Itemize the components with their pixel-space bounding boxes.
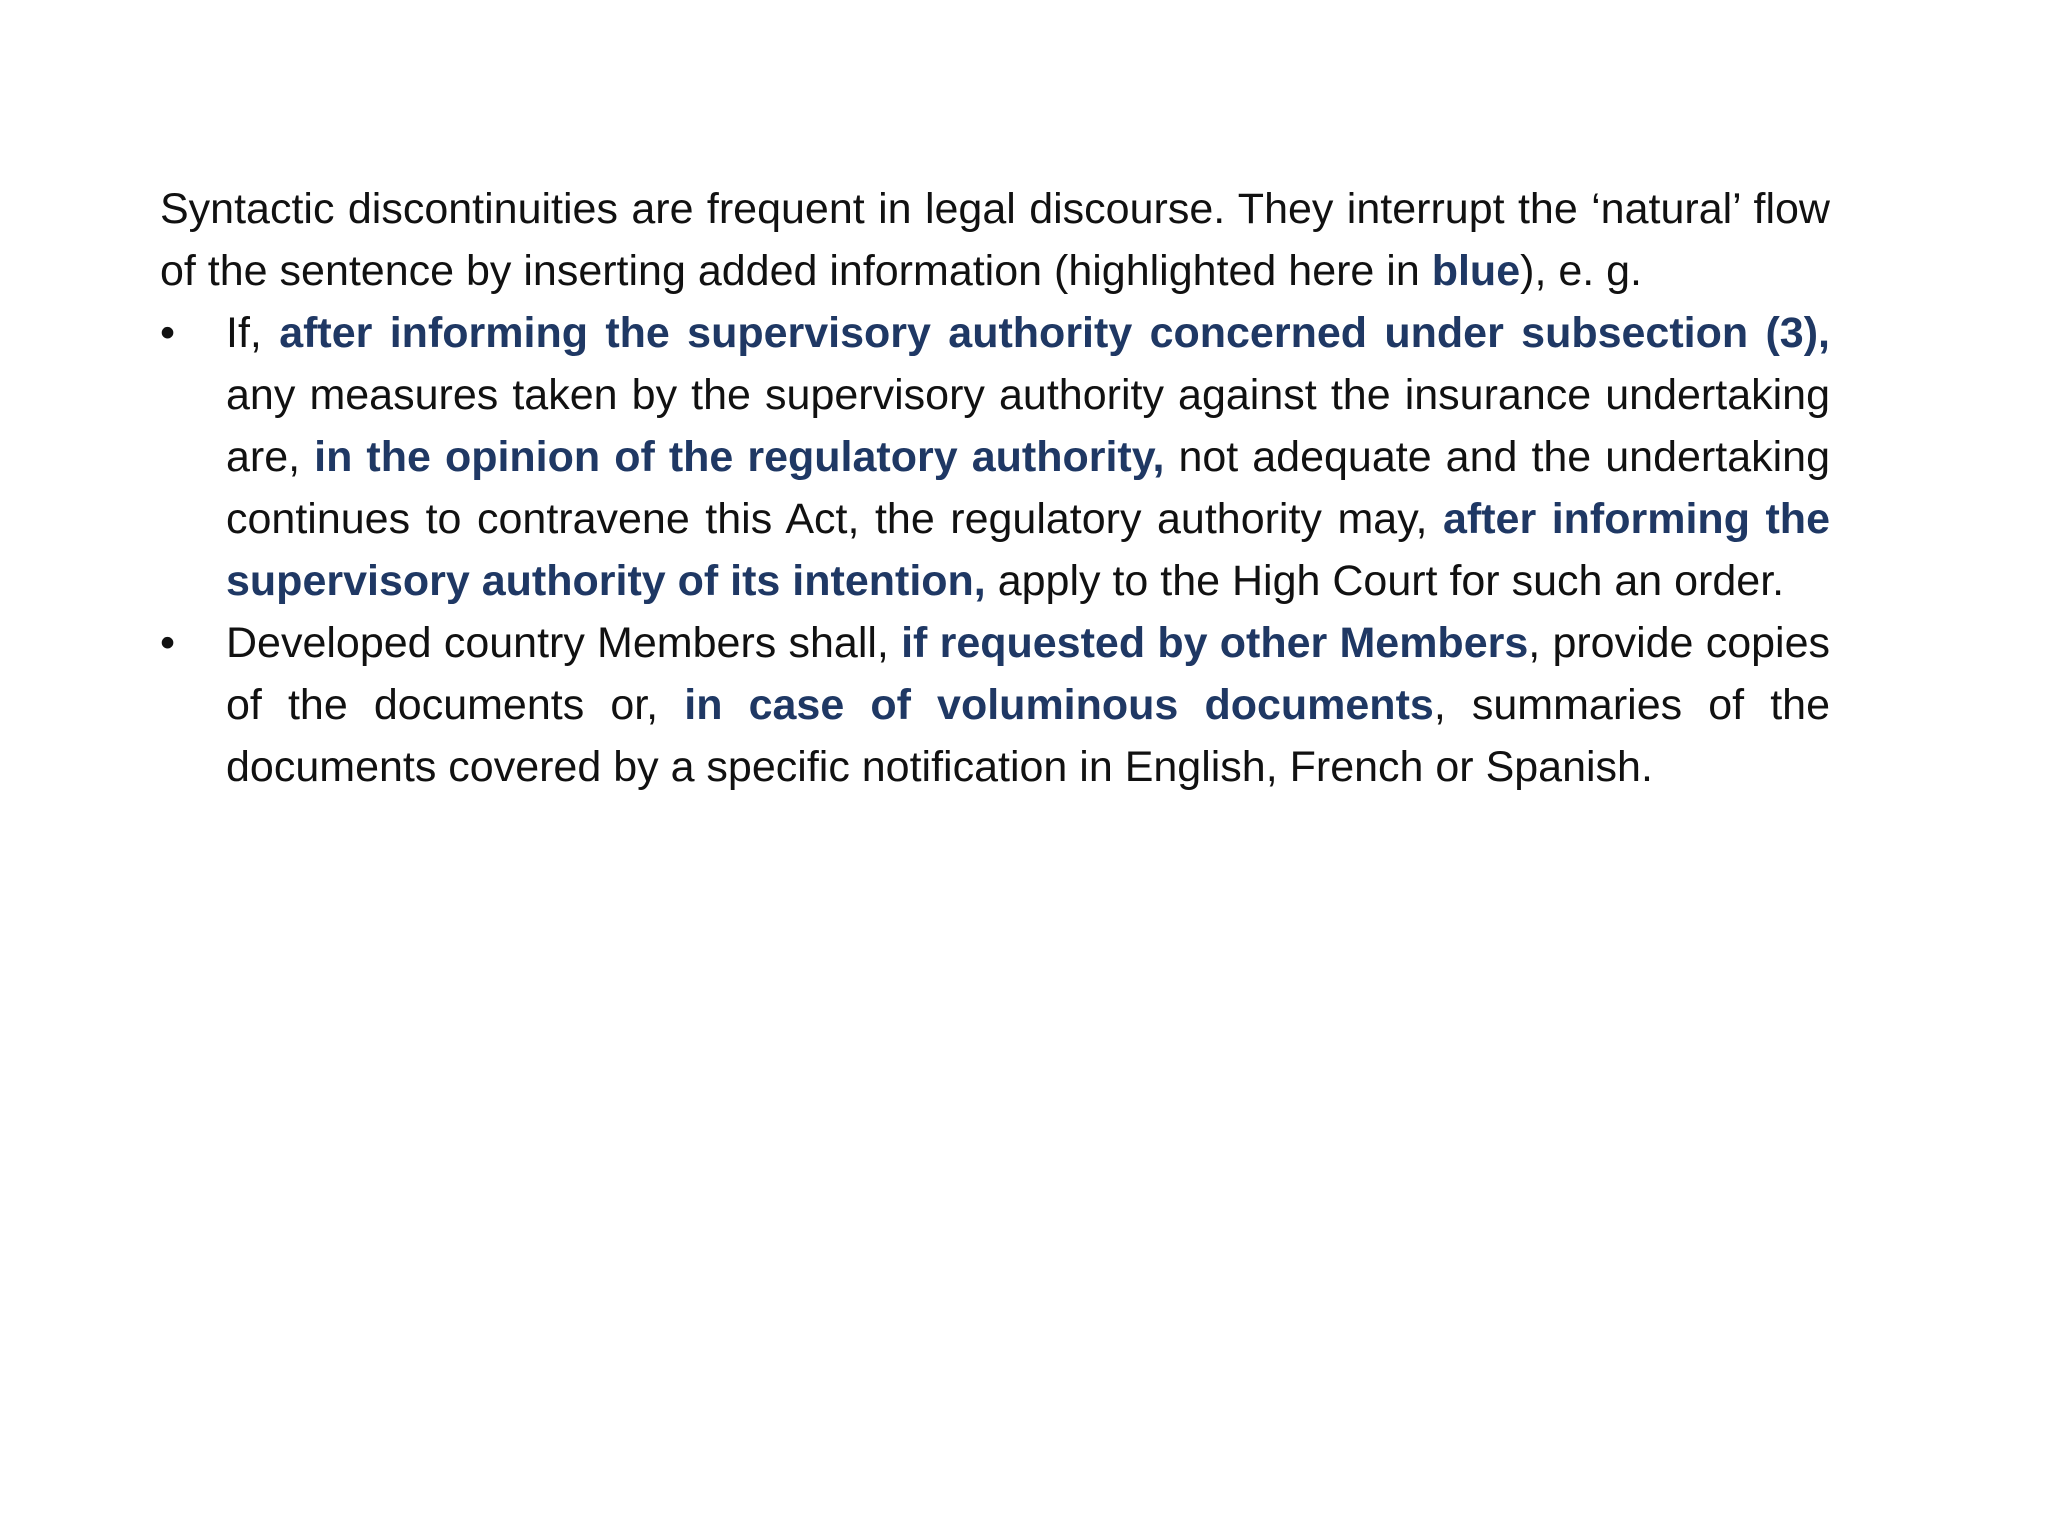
example-item-insurance (160, 302, 1830, 612)
bullet-icon: • (160, 309, 176, 357)
example-highlight: in the opinion of the regulatory authority, (314, 433, 1165, 481)
example-segment: , provide copies of the documents or, (226, 619, 1830, 729)
example-segment: any measures taken by the supervisory authority against the insurance undertaking are, (226, 371, 1830, 481)
example-segment: If, (226, 309, 280, 357)
example-list (160, 302, 1830, 798)
example-highlight: in case of voluminous documents (684, 681, 1434, 729)
example-item-developed-countries (160, 612, 1830, 798)
example-segment: apply to the High Court for such an order. (985, 557, 1785, 605)
example-highlight: if requested by other Members (901, 619, 1529, 667)
bullet-icon: • (160, 619, 176, 667)
slide-body (160, 178, 1830, 798)
intro-paragraph (160, 178, 1830, 302)
example-segment: not adequate and the undertaking continues to contravene this Act, the regulatory authority may, (226, 433, 1830, 543)
example-segment: , summaries of the documents covered by a specific notification in English, French or Spanish. (226, 681, 1830, 791)
intro-text-start: Syntactic discontinuities are frequent in legal discourse. They interrupt the ‘natural’ flow of the sentence by inserting added information (highlighted here in (160, 185, 1830, 295)
example-highlight: after informing the supervisory authority concerned under subsection (3), (279, 309, 1830, 357)
example-highlight: after informing the supervisory authority of its intention, (226, 495, 1830, 605)
example-segment: Developed country Members shall, (226, 619, 902, 667)
intro-highlight-word: blue (1431, 247, 1521, 295)
intro-text-end: ), e. g. (1520, 247, 1643, 295)
